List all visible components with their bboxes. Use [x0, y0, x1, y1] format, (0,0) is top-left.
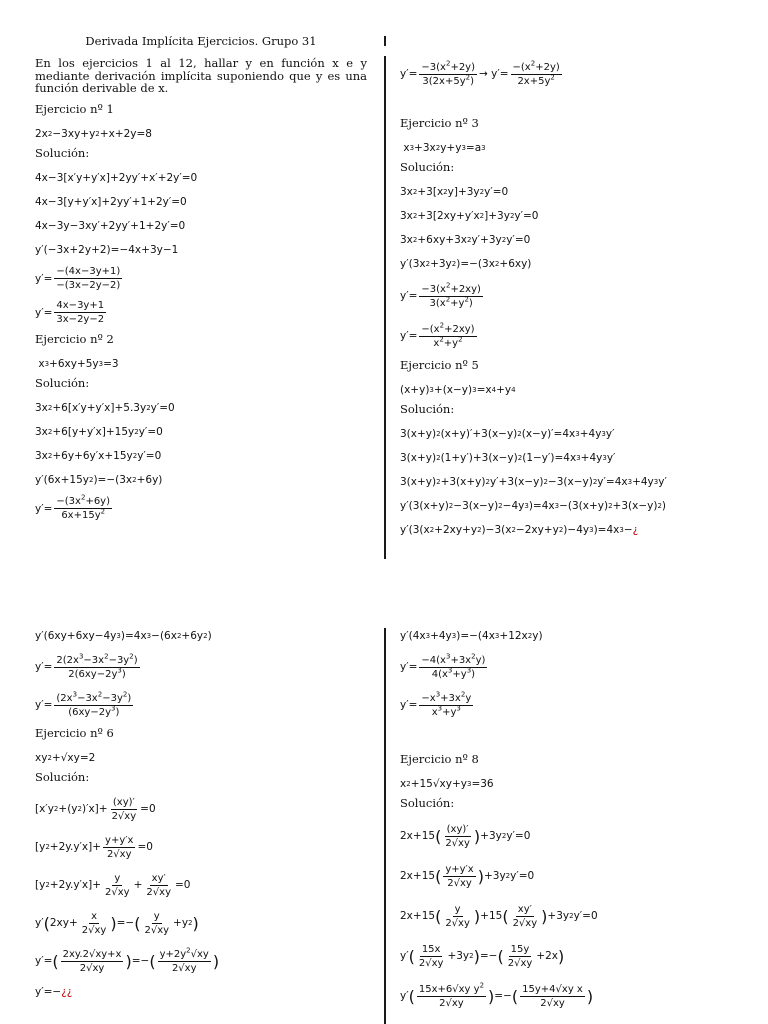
column-divider-lower [384, 628, 386, 1024]
solucion-label: Solución: [400, 160, 455, 174]
math-line: x 3 +3x 2 y+y 3 =a 3 [400, 142, 486, 154]
math-line: y′(3(x+y) 2 −3(x−y) 2 −4y 3 )=4x 3 −(3(x+y) 2 +3(x−y) 2 ) [400, 500, 667, 512]
exercise-5-heading: Ejercicio nº 5 [400, 358, 479, 372]
math-line: 2x+15 ( $\frac{y+y'x}{2√xy}$ ) +3y 2 y′=0 [400, 863, 535, 889]
math-line: y′(6x+15y 2 )=−(3x 2 +6y) [35, 473, 163, 486]
math-line: y′ ( $\frac{15x+6√xy y^2}{2√xy}$ ) =− ( $\frac{\text{15y+4√xy x}}{2√xy}$ ) [400, 981, 594, 1009]
math-line: xy 2 +√xy=2 [35, 752, 96, 764]
bottom-right-column [400, 624, 750, 1016]
column-divider-top [384, 36, 386, 46]
column-divider-upper [384, 56, 386, 559]
math-line: y′(3x 2 +3y 2 )=−(3x 2 +6xy) [400, 258, 532, 270]
solucion-label: Solución: [35, 770, 90, 784]
math-line: x 3 +6xy+5y 3 =3 [35, 357, 119, 370]
math-line: y′= $\frac{-3(x^2+2y)}{3(2x+5y^2)}$ → y′= $\frac{-(x^2+2y)}{2x+5y^2}$ [400, 59, 560, 87]
top-right-column [400, 56, 750, 542]
math-line: 4x−3y−3xy′+2yy′+1+2y′=0 [35, 219, 186, 232]
math-line: y′= $\frac{4x-3y+1}{3x-2y-2}$ [35, 300, 105, 325]
math-line: y′= $\frac{-4(x^3+3x^2y)}{4(x^3+y^3)}$ [400, 652, 486, 680]
math-line: y′= $\frac{(2x^3-3x^2-3y^2)}{(6xy-2y^3)}$ [35, 690, 132, 718]
math-line: 4x−3[x′y+y′x]+2yy′+x′+2y′=0 [35, 171, 198, 184]
math-line: 3x 2 +6y+6y′x+15y 2 y′=0 [35, 449, 162, 462]
math-line: y′= $\frac{-(3x^2+6y)}{6x+15y^2}$ [35, 493, 110, 521]
math-line: 3x 2 +6xy+3x 2 y′+3y 2 y′=0 [400, 234, 531, 246]
math-line: 3x 2 +6[y+y′x]+15y 2 y′=0 [35, 425, 163, 438]
math-line: y′= ( $\frac{2xy.2√xy+x}{2√xy}$ ) =− ( $\frac{y+2y^2√xy}{2√xy}$ ) [35, 946, 220, 974]
page-title: Derivada Implícita Ejercicios. Grupo 31 [85, 34, 317, 48]
top-left-column [35, 34, 367, 526]
math-line: y′= $\frac{-x^3+3x^2y}{x^3+y^3}$ [400, 690, 472, 718]
math-line: 3(x+y) 2 (1+y′)+3(x−y) 2 (1−y′)=4x 3 +4y 3 y′ [400, 452, 616, 464]
exercise-8-heading: Ejercicio nº 8 [400, 752, 479, 766]
intro-paragraph: En los ejercicios 1 al 12, hallar y en función x e y mediante derivación implícita suponiendo que y es una función derivable de x. [35, 56, 367, 95]
math-line: y′(6xy+6xy−4y 3 )=4x 3 −(6x 2 +6y 2 ) [35, 630, 212, 642]
bottom-left-column [35, 624, 375, 1004]
math-line: y′ ( 2xy+ $\frac{x}{2√xy}$ ) =− ( $\frac{y}{2√xy}$ +y 2 ) [35, 910, 199, 936]
math-line: 2x+15 ( $\frac{y}{2√xy}$ ) +15 ( $\frac{xy'}{2√xy}$ ) +3y 2 y′=0 [400, 903, 598, 929]
math-line: 3x 2 +6[x′y+y′x]+5.3y 2 y′=0 [35, 401, 175, 414]
math-line: (x+y) 3 +(x−y) 3 =x 4 +y 4 [400, 384, 516, 396]
math-line: y′(4x 3 +4y 3 )=−(4x 3 +12x 2 y) [400, 630, 543, 642]
exercise-3-heading: Ejercicio nº 3 [400, 116, 479, 130]
math-line: y′= $\frac{-(4x-3y+1)}{-(3x-2y-2)}$ [35, 266, 121, 291]
solucion-label: Solución: [35, 145, 90, 160]
exercise-6-heading: Ejercicio nº 6 [35, 726, 114, 740]
math-line: x 2 +15√xy+y 3 =36 [400, 778, 494, 790]
math-line: 3x 2 +3[2xy+y′x 2 ]+3y 2 y′=0 [400, 210, 539, 222]
math-line: 3x 2 +3[x 2 y]+3y 2 y′=0 [400, 186, 509, 198]
math-line: 4x−3[y+y′x]+2yy′+1+2y′=0 [35, 195, 187, 208]
exercise-1-heading: Ejercicio nº 1 [35, 101, 114, 116]
math-line: 2x 2 −3xy+y 2 +x+2y=8 [35, 127, 152, 140]
math-line: y′= $\frac{-3(x^2+2xy)}{3(x^2+y^2)}$ [400, 281, 481, 309]
math-line: y′= $\frac{2(2x^3-3x^2-3y^2)}{2(6xy-2y^3)}$ [35, 652, 138, 680]
math-line: [y 2 +2y.y′x]+ $\frac{y+y'x}{2√xy}$ =0 [35, 834, 153, 860]
solucion-label: Solución: [400, 402, 455, 416]
math-line: y′=− ¿¿ [35, 986, 73, 998]
math-line: y′(3(x 2 +2xy+y 2 )−3(x 2 −2xy+y 2 )−4y 3 )=4x 3 − ¿ [400, 524, 639, 536]
math-line: y′ ( $\frac{15x}{2√xy}$ +3y 2 ) =− ( $\frac{15y}{2√xy}$ +2x ) [400, 943, 565, 969]
solucion-label: Solución: [400, 796, 455, 810]
solucion-label: Solución: [35, 375, 90, 390]
math-line: [x′y 2 +(y 2 )′x]+ $\frac{(xy)'}{2√xy}$ =0 [35, 796, 156, 822]
exercise-2-heading: Ejercicio nº 2 [35, 331, 114, 346]
math-line: y′(−3x+2y+2)=−4x+3y−1 [35, 243, 179, 256]
math-line: y′= $\frac{-(x^2+2xy)}{x^2+y^2}$ [400, 321, 475, 349]
math-line: 3(x+y) 2 +3(x+y) 2 y′+3(x−y) 2 −3(x−y) 2 y′=4x 3 +4y 3 y′ [400, 476, 667, 488]
math-line: 3(x+y) 2 (x+y)′+3(x−y) 2 (x−y)′=4x 3 +4y 3 y′ [400, 428, 615, 440]
math-line: 2x+15 ( $\frac{(xy)'}{2√xy}$ ) +3y 2 y′=0 [400, 823, 531, 849]
math-line: [y 2 +2y.y′x]+ $\frac{y}{2√xy}$ + $\frac{xy'}{2√xy}$ =0 [35, 872, 191, 898]
